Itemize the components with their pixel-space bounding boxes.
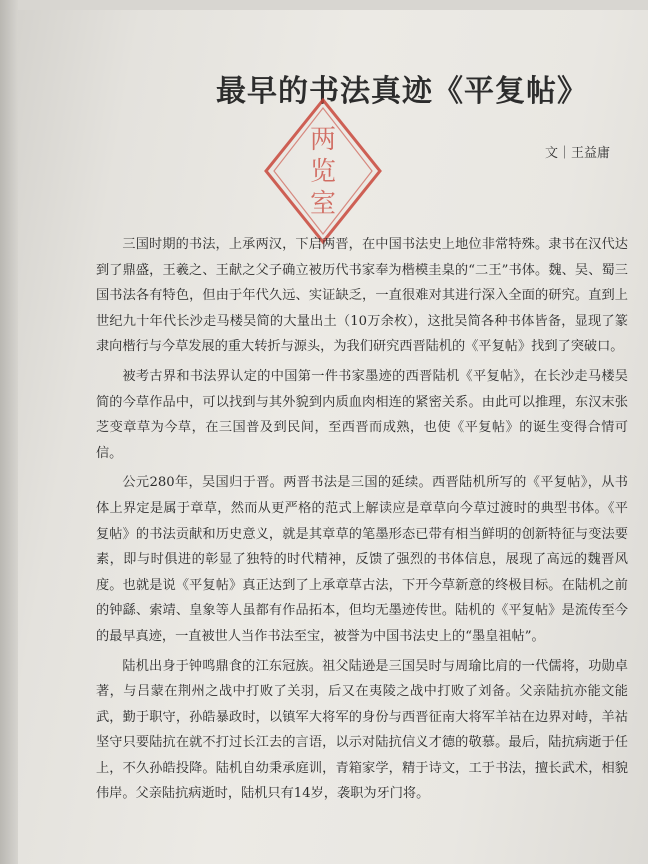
article-byline: 文｜王益庸 (544, 146, 610, 161)
svg-text:室: 室 (309, 189, 337, 219)
svg-text:览: 览 (309, 157, 337, 187)
paragraph: 三国时期的书法，上承两汉，下启两晋，在中国书法史上地位非常特殊。隶书在汉代达到了鼎盛，王羲之、王献之父子确立被历代书家奉为楷模圭臬的“二王”书体。魏、吴、蜀三国书法各有特色，但由于年代久远、实证缺乏，一直很难对其进行深入全面的研究。直到上世纪九十年代长沙走马楼吴简的大量出土（10万余枚），这批吴简各种书体皆备，显现了篆隶向楷行与今草发展的重大转折与源头，为我们研究西晋陆机的《平复帖》找到了突破口。 (96, 237, 628, 355)
article-title: 最早的书法真迹《平复帖》 (216, 74, 588, 109)
page-binding-edge (0, 0, 18, 864)
paragraph: 公元280年，吴国归于晋。两晋书法是三国的延续。西晋陆机所写的《平复帖》，从书体上界定是属于章草，然而从更严格的范式上解读应是章草向今草过渡时的典型书体。《平复帖》的书法贡献和历史意义，就是其章草的笔墨形态已带有相当鲜明的创新特征与变法要素，即与时俱进的彰显了独特的时代精神，反馈了强烈的书体信息，展现了高远的魏晋风度。也就是说《平复帖》真正达到了上承章草古法，下开今草新意的终极目标。在陆机之前的钟繇、索靖、皇象等人虽都有作品拓本，但均无墨迹传世。陆机的《平复帖》是流传至今的最早真迹，一直被世人当作书法至宝，被誉为中国书法史上的“墨皇祖帖”。 (96, 475, 628, 644)
paragraph: 被考古界和书法界认定的中国第一件书家墨迹的西晋陆机《平复帖》，在长沙走马楼吴简的今草作品中，可以找到与其外貌到内质血肉相连的紧密关系。由此可以推理，东汉末张芝变章草为今草，在三国普及到民间，至西晋而成熟，也使《平复帖》的诞生变得合情可信。 (96, 368, 628, 461)
svg-text:两: 两 (309, 125, 337, 155)
paragraph: 陆机出身于钟鸣鼎食的江东冠族。祖父陆逊是三国吴时与周瑜比肩的一代儒将，功勋卓著，与吕蒙在荆州之战中打败了关羽，后又在夷陵之战中打败了刘备。父亲陆抗亦能文能武，勤于职守，孙皓暴政时，以镇军大将军的身份与西晋征南大将军羊祜在边界对峙，羊祜坚守只要陆抗在就不打过长江去的言语，以示对陆抗信义才德的敬慕。最后，陆抗病逝于任上，不久孙皓投降。陆机自幼秉承庭训，青箱家学，精于诗文，工于书法，擅长武术，相貌伟岸。父亲陆抗病逝时，陆机只有14岁，袭职为牙门将。 (96, 658, 628, 802)
page-top-margin (0, 0, 648, 10)
article-body (96, 232, 628, 811)
seal-stamp (262, 96, 384, 246)
